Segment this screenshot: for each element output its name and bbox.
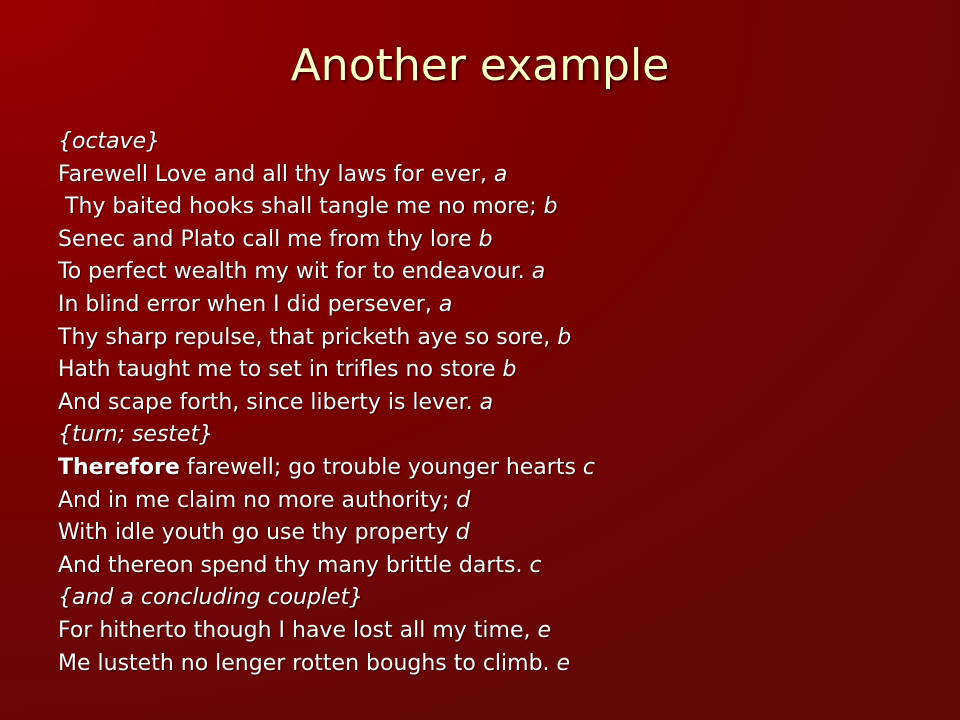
verse-text: Thy sharp repulse, that pricketh aye so sore, (58, 324, 558, 350)
verse-line (58, 387, 938, 420)
verse-text: In blind error when I did persever, (58, 291, 439, 317)
rhyme-letter: a (531, 259, 546, 285)
verse-text: For hitherto though I have lost all my time, (58, 617, 538, 643)
rhyme-letter: d (455, 520, 470, 546)
verse-lead-space (58, 194, 65, 219)
verse-text: To perfect wealth my wit for to endeavour. (58, 259, 532, 285)
section-label (58, 582, 938, 615)
verse-emphasis: Therefore (58, 454, 180, 480)
verse-text: And scape forth, since liberty is lever. (58, 389, 480, 415)
verse-line (58, 289, 938, 322)
rhyme-letter: b (502, 357, 517, 383)
verse-line (58, 256, 938, 289)
section-label-text: {octave} (58, 129, 161, 154)
verse-text: Senec and Plato call me from thy lore (58, 226, 479, 252)
verse-line (58, 452, 938, 485)
rhyme-letter: b (543, 194, 558, 220)
poem-body (58, 126, 938, 680)
verse-text: With idle youth go use thy property (58, 520, 456, 546)
verse-text: Me lusteth no lenger rotten boughs to climb. (58, 650, 557, 676)
verse-line (58, 485, 938, 518)
verse-text: farewell; go trouble younger hearts (179, 454, 583, 480)
verse-line (58, 354, 938, 387)
verse-line (58, 322, 938, 355)
rhyme-letter: d (456, 487, 471, 513)
rhyme-letter: a (438, 291, 453, 317)
rhyme-letter: b (478, 226, 493, 252)
rhyme-letter: e (537, 617, 552, 643)
rhyme-letter: a (479, 389, 494, 415)
rhyme-letter: e (556, 650, 571, 676)
verse-text: Hath taught me to set in trifles no store (58, 357, 503, 383)
verse-line (58, 159, 938, 192)
verse-text: Farewell Love and all thy laws for ever, (58, 161, 494, 187)
verse-line (58, 517, 938, 550)
rhyme-letter: c (529, 552, 542, 578)
verse-line (58, 550, 938, 583)
verse-line (58, 191, 938, 224)
verse-line (58, 648, 938, 681)
verse-text: And in me claim no more authority; (58, 487, 457, 513)
section-label-text: {turn; sestet} (58, 422, 214, 448)
verse-line (58, 224, 938, 257)
section-label (58, 419, 938, 452)
slide-title: Another example (290, 40, 670, 91)
rhyme-letter: c (582, 454, 596, 480)
rhyme-letter: a (493, 161, 508, 187)
section-label-text: {and a concluding couplet} (58, 585, 364, 611)
rhyme-letter: b (557, 324, 572, 350)
verse-text: Thy baited hooks shall tangle me no more; (65, 194, 544, 220)
section-label (58, 126, 938, 159)
verse-line (58, 615, 938, 648)
verse-text: And thereon spend thy many brittle darts. (58, 552, 530, 578)
